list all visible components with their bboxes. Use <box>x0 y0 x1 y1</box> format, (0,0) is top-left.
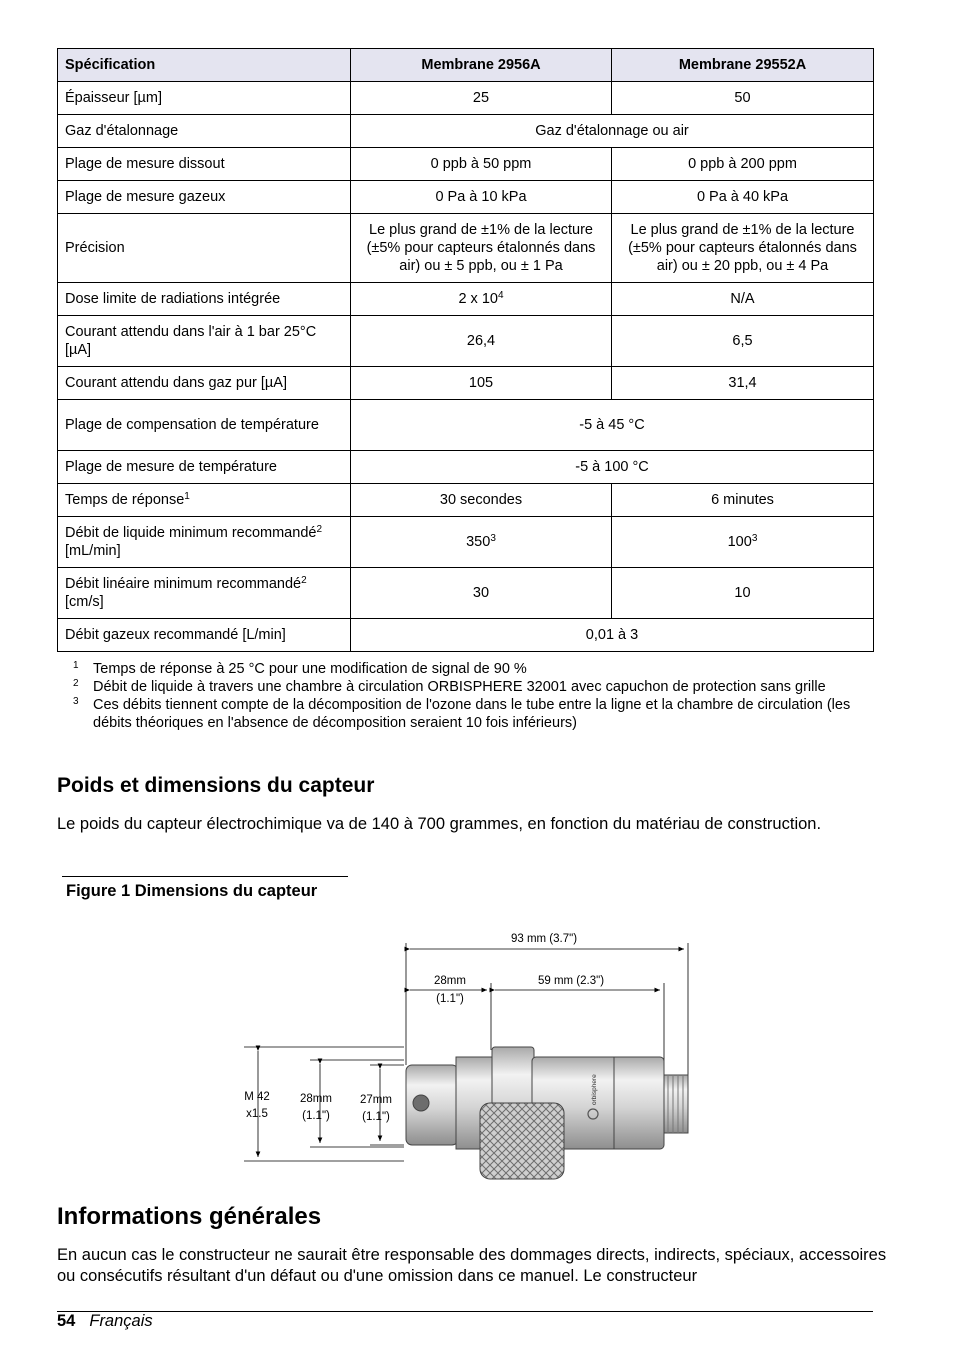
label-thread-pitch: x1.5 <box>246 1108 268 1120</box>
row-value: Le plus grand de ±1% de la lecture (±5% pour capteurs étalonnés dans air) ou ± 20 ppb, ou ± 4 Pa <box>612 214 874 283</box>
superscript: 1 <box>184 491 190 502</box>
footnote-text: Ces débits tiennent compte de la décomposition de l'ozone dans le tube entre la ligne et la chambre de circulation (les débits théoriques en l'absence de décomposition seraient 10 fois inférieurs) <box>93 697 851 731</box>
row-value: 0 Pa à 40 kPa <box>612 181 874 214</box>
superscript: 2 <box>316 524 323 535</box>
value-text: 350 <box>466 534 491 550</box>
row-value: 10 <box>612 568 874 619</box>
row-label: Épaisseur [µm] <box>58 82 351 115</box>
figure-caption: Figure 1 Dimensions du capteur <box>66 882 318 900</box>
brand-label: orbisphere <box>591 1074 598 1105</box>
header-membrane-2956a: Membrane 2956A <box>351 49 612 82</box>
superscript: 3 <box>490 533 496 544</box>
row-value: 25 <box>351 82 612 115</box>
footnote <box>57 660 873 678</box>
table-row <box>58 619 874 652</box>
label-text: Débit linéaire minimum recommandé <box>65 576 302 592</box>
sensor-drawing <box>406 1047 688 1179</box>
general-body: En aucun cas le constructeur ne saurait être responsable des dommages directs, indirects, spéciaux, accessoires ou consécutifs résultant d'un défaut ou d'une omission dans ce manuel. Le constructeur <box>57 1246 887 1285</box>
label-diameter-27: 27mm <box>360 1094 392 1106</box>
row-label <box>58 517 351 568</box>
row-value: 0,01 à 3 <box>351 619 874 652</box>
label-diameter-28: 28mm <box>300 1093 332 1105</box>
row-label: Précision <box>58 214 351 283</box>
general-heading: Informations générales <box>57 1203 322 1230</box>
row-label <box>58 568 351 619</box>
label-diameter-28-inch: (1.1") <box>302 1110 330 1122</box>
footnotes <box>57 660 873 732</box>
table-row <box>58 214 874 283</box>
label-text: Temps de réponse <box>65 492 185 508</box>
table-row <box>58 181 874 214</box>
row-value: -5 à 100 °C <box>351 451 874 484</box>
row-value: -5 à 45 °C <box>351 400 874 451</box>
row-label: Courant attendu dans l'air à 1 bar 25°C [µA] <box>58 316 351 367</box>
section-body: Le poids du capteur électrochimique va de 140 à 700 grammes, en fonction du matériau de construction. <box>57 815 822 833</box>
table-header-row <box>58 49 874 82</box>
row-label: Plage de mesure de température <box>58 451 351 484</box>
sensor-dimensions-figure <box>234 925 704 1180</box>
label-right-length: 59 mm (2.3") <box>537 975 605 987</box>
row-value: 6,5 <box>612 316 874 367</box>
superscript: 4 <box>497 290 504 301</box>
table-row <box>58 148 874 181</box>
row-label: Débit gazeux recommandé [L/min] <box>58 619 351 652</box>
row-value: Gaz d'étalonnage ou air <box>351 115 874 148</box>
row-value: 6 minutes <box>612 484 874 517</box>
row-label: Courant attendu dans gaz pur [µA] <box>58 367 351 400</box>
row-value <box>351 517 612 568</box>
row-value: Le plus grand de ±1% de la lecture (±5% pour capteurs étalonnés dans air) ou ± 5 ppb, ou ± 1 Pa <box>351 214 612 283</box>
footnote-text: Débit de liquide à travers une chambre à circulation ORBISPHERE 32001 avec capuchon de protection sans grille <box>93 679 826 695</box>
footnote <box>57 678 873 696</box>
row-value <box>351 283 612 316</box>
value-text: 2 x 10 <box>458 291 498 307</box>
table-row <box>58 82 874 115</box>
table-row <box>58 484 874 517</box>
footnote-number: 2 <box>73 678 79 689</box>
row-label: Gaz d'étalonnage <box>58 115 351 148</box>
header-specification: Spécification <box>58 49 351 82</box>
page-footer <box>57 1312 153 1331</box>
row-value: 50 <box>612 82 874 115</box>
row-value: 105 <box>351 367 612 400</box>
header-membrane-29552a: Membrane 29552A <box>612 49 874 82</box>
footer-rule <box>57 1311 873 1312</box>
table-row <box>58 568 874 619</box>
row-value: N/A <box>612 283 874 316</box>
row-value: 0 ppb à 50 ppm <box>351 148 612 181</box>
table-row <box>58 451 874 484</box>
label-diameter-27-inch: (1.1") <box>362 1111 390 1123</box>
row-value: 30 secondes <box>351 484 612 517</box>
table-row <box>58 316 874 367</box>
row-value: 0 Pa à 10 kPa <box>351 181 612 214</box>
row-label <box>58 484 351 517</box>
footnote <box>57 696 873 732</box>
label-text: [mL/min] <box>65 543 121 559</box>
footnote-text: Temps de réponse à 25 °C pour une modification de signal de 90 % <box>93 661 527 677</box>
row-label: Plage de mesure dissout <box>58 148 351 181</box>
table-row <box>58 517 874 568</box>
table-row <box>58 400 874 451</box>
specifications-table <box>57 48 874 652</box>
footer-language: Français <box>89 1312 153 1330</box>
label-text: [cm/s] <box>65 594 104 610</box>
row-value <box>612 517 874 568</box>
table-row <box>58 367 874 400</box>
page-number: 54 <box>57 1312 76 1330</box>
row-value: 26,4 <box>351 316 612 367</box>
section-heading: Poids et dimensions du capteur <box>57 774 375 797</box>
label-left-length: 28mm <box>434 975 466 987</box>
row-label: Plage de mesure gazeux <box>58 181 351 214</box>
row-value: 0 ppb à 200 ppm <box>612 148 874 181</box>
label-thread: M 42 <box>244 1091 270 1103</box>
footnote-number: 1 <box>73 660 79 671</box>
footnote-number: 3 <box>73 696 79 707</box>
label-left-length-inch: (1.1") <box>436 993 464 1005</box>
superscript: 3 <box>751 533 758 544</box>
label-total-length: 93 mm (3.7") <box>510 933 578 945</box>
label-text: Débit de liquide minimum recommandé <box>65 525 317 541</box>
figure-rule <box>62 876 348 877</box>
value-text: 100 <box>727 534 752 550</box>
row-label: Dose limite de radiations intégrée <box>58 283 351 316</box>
table-row <box>58 283 874 316</box>
row-value: 31,4 <box>612 367 874 400</box>
row-value: 30 <box>351 568 612 619</box>
table-row <box>58 115 874 148</box>
row-label: Plage de compensation de température <box>58 400 351 451</box>
superscript: 2 <box>301 575 307 586</box>
